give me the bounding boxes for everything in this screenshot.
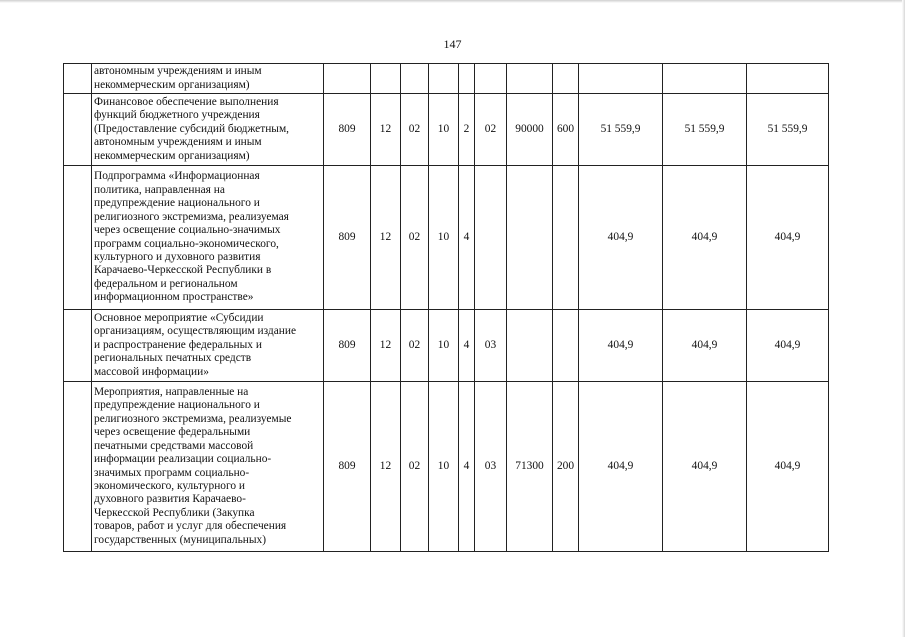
program-code-cell: 10 bbox=[429, 310, 459, 382]
subsection-code-cell: 02 bbox=[401, 166, 429, 310]
main-event-code-cell: 02 bbox=[475, 94, 507, 166]
budget-table bbox=[63, 63, 829, 552]
ministry-code-cell: 809 bbox=[324, 94, 371, 166]
direction-code-cell bbox=[507, 64, 553, 94]
amount-1-cell: 404,9 bbox=[579, 310, 663, 382]
amount-2-cell: 404,9 bbox=[663, 166, 747, 310]
row-index-cell bbox=[64, 310, 92, 382]
subsection-code-cell bbox=[401, 64, 429, 94]
direction-code-cell bbox=[507, 310, 553, 382]
amount-2-cell: 404,9 bbox=[663, 310, 747, 382]
expense-type-code-cell bbox=[553, 166, 579, 310]
row-index-cell bbox=[64, 166, 92, 310]
ministry-code-cell: 809 bbox=[324, 310, 371, 382]
ministry-code-cell: 809 bbox=[324, 382, 371, 552]
program-code-cell: 10 bbox=[429, 166, 459, 310]
amount-2-cell: 51 559,9 bbox=[663, 94, 747, 166]
section-code-cell: 12 bbox=[371, 166, 401, 310]
direction-code-cell: 90000 bbox=[507, 94, 553, 166]
subsection-code-cell: 02 bbox=[401, 94, 429, 166]
description-cell: Финансовое обеспечение выполнения функций бюджетного учреждения (Предоставление субсидий бюджетным, автономным учреждениям и иным некоммерческим организациям) bbox=[92, 94, 324, 166]
subsection-code-cell: 02 bbox=[401, 310, 429, 382]
description-cell: Мероприятия, направленные на предупреждение национального и религиозного экстремизма, реализуемые через освещение федеральными печатными средствами массовой информации реализации социально- значимых программ социально- экономического, культурного и духовного развития Карачаево- Черкесской Республики (Закупка товаров, работ и услуг для обеспечения государственных (муниципальных) bbox=[92, 382, 324, 552]
amount-3-cell: 404,9 bbox=[747, 166, 829, 310]
section-code-cell bbox=[371, 64, 401, 94]
subsection-code-cell: 02 bbox=[401, 382, 429, 552]
amount-3-cell: 51 559,9 bbox=[747, 94, 829, 166]
main-event-code-cell: 03 bbox=[475, 310, 507, 382]
main-event-code-cell: 03 bbox=[475, 382, 507, 552]
expense-type-code-cell bbox=[553, 310, 579, 382]
row-index-cell bbox=[64, 94, 92, 166]
table-row bbox=[64, 310, 829, 382]
amount-1-cell: 51 559,9 bbox=[579, 94, 663, 166]
row-index-cell bbox=[64, 64, 92, 94]
subprogram-code-cell: 4 bbox=[459, 166, 475, 310]
direction-code-cell bbox=[507, 166, 553, 310]
table-row bbox=[64, 166, 829, 310]
amount-1-cell: 404,9 bbox=[579, 382, 663, 552]
amount-2-cell: 404,9 bbox=[663, 382, 747, 552]
program-code-cell: 10 bbox=[429, 94, 459, 166]
page-number: 147 bbox=[443, 37, 462, 51]
expense-type-code-cell bbox=[553, 64, 579, 94]
subprogram-code-cell bbox=[459, 64, 475, 94]
main-event-code-cell bbox=[475, 166, 507, 310]
amount-3-cell bbox=[747, 64, 829, 94]
section-code-cell: 12 bbox=[371, 310, 401, 382]
description-cell: Подпрограмма «Информационная политика, направленная на предупреждение национального и религиозного экстремизма, реализуемая через освещение социально-значимых программ социально-экономического, культурного и духовного развития Карачаево-Черкесской Республики в федеральном и региональном информационном пространстве» bbox=[92, 166, 324, 310]
description-cell: автономным учреждениям и иным некоммерческим организациям) bbox=[92, 64, 324, 94]
ministry-code-cell bbox=[324, 64, 371, 94]
table-row bbox=[64, 94, 829, 166]
description-cell: Основное мероприятие «Субсидии организациям, осуществляющим издание и распространение федеральных и региональных печатных средств массовой информации» bbox=[92, 310, 324, 382]
row-index-cell bbox=[64, 382, 92, 552]
expense-type-code-cell: 200 bbox=[553, 382, 579, 552]
section-code-cell: 12 bbox=[371, 94, 401, 166]
amount-1-cell: 404,9 bbox=[579, 166, 663, 310]
expense-type-code-cell: 600 bbox=[553, 94, 579, 166]
amount-3-cell: 404,9 bbox=[747, 310, 829, 382]
amount-2-cell bbox=[663, 64, 747, 94]
section-code-cell: 12 bbox=[371, 382, 401, 552]
scan-edge-top bbox=[0, 0, 905, 3]
program-code-cell: 10 bbox=[429, 382, 459, 552]
subprogram-code-cell: 2 bbox=[459, 94, 475, 166]
main-event-code-cell bbox=[475, 64, 507, 94]
subprogram-code-cell: 4 bbox=[459, 310, 475, 382]
ministry-code-cell: 809 bbox=[324, 166, 371, 310]
program-code-cell bbox=[429, 64, 459, 94]
subprogram-code-cell: 4 bbox=[459, 382, 475, 552]
amount-1-cell bbox=[579, 64, 663, 94]
amount-3-cell: 404,9 bbox=[747, 382, 829, 552]
table-row bbox=[64, 64, 829, 94]
direction-code-cell: 71300 bbox=[507, 382, 553, 552]
table-row bbox=[64, 382, 829, 552]
